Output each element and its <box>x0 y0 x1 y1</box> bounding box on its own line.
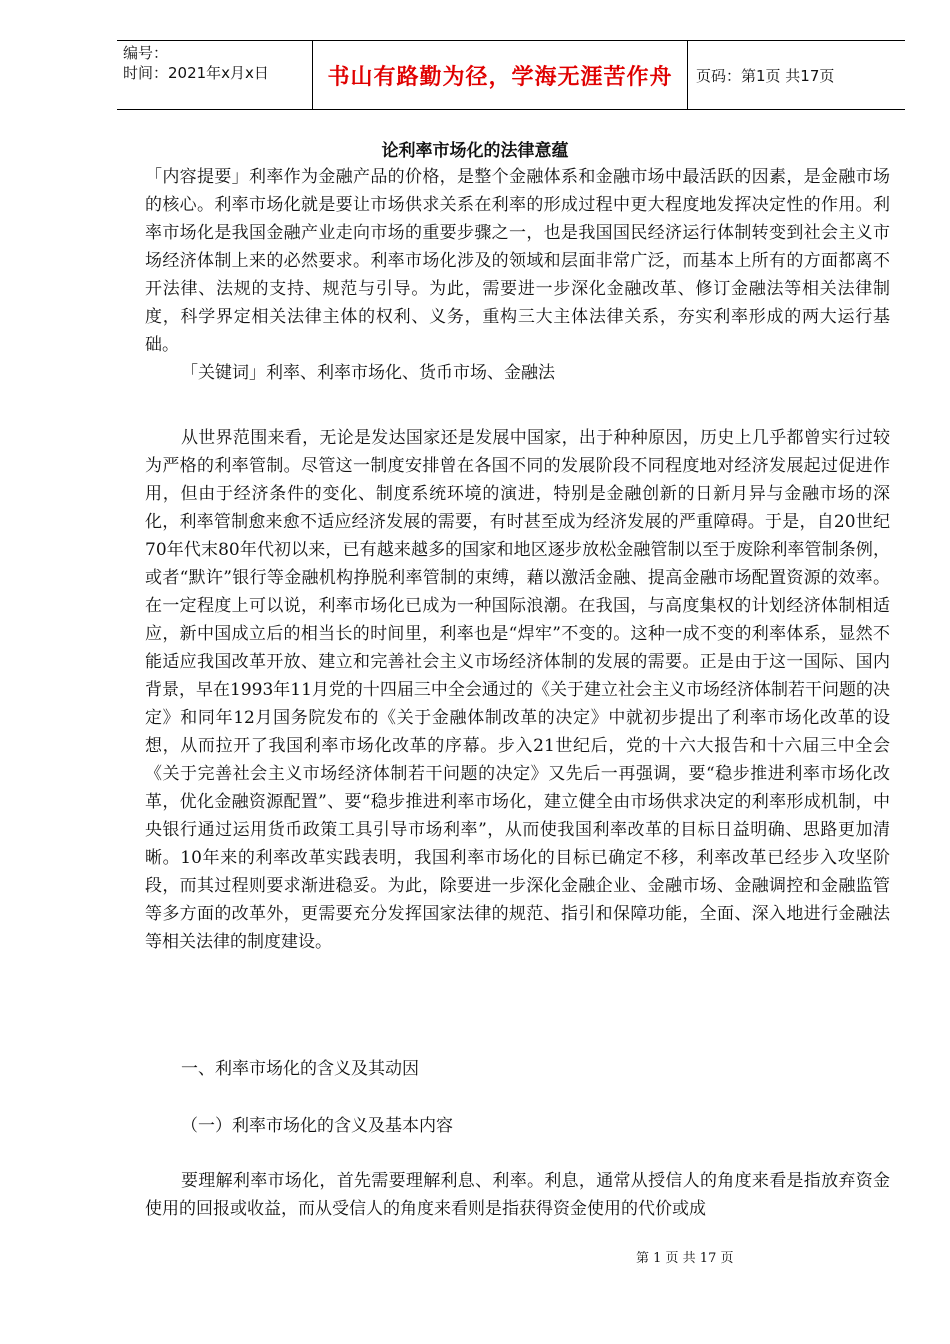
header-page-info: 页码：第1页 共17页 <box>696 66 835 85</box>
document-title: 论利率市场化的法律意蕴 <box>381 141 569 161</box>
page-footer: 第 1 页 共 17 页 <box>636 1251 734 1266</box>
closing-section <box>145 1167 890 1223</box>
number-label: 编号： <box>123 44 169 62</box>
page-header <box>117 40 905 110</box>
main-paragraph: 从世界范围来看，无论是发达国家还是发展中国家，出于种种原因，历史上几乎都曾实行过较为严格的利率管制。尽管这一制度安排曾在各国不同的发展阶段不同程度地对经济发展起过促进作用，但由于经济条件的变化、制度系统环境的演进，特别是金融创新的日新月异与金融市场的深化，利率管制愈来愈不适应经济发展的需要，有时甚至成为经济发展的严重障碍。于是，自20世纪70年代末80年代初以来，已有越来越多的国家和地区逐步放松金融管制以至于废除利率管制条例，或者“默许”银行等金融机构挣脱利率管制的束缚，藉以激活金融、提高金融市场配置资源的效率。在一定程度上可以说，利率市场化已成为一种国际浪潮。在我国，与高度集权的计划经济体制相适应，新中国成立后的相当长的时间里，利率也是“焊牢”不变的。这种一成不变的利率体系，显然不能适应我国改革开放、建立和完善社会主义市场经济体制的发展的需要。正是由于这一国际、国内背景，早在1993年11月党的十四届三中全会通过的《关于建立社会主义市场经济体制若干问题的决定》和同年12月国务院发布的《关于金融体制改革的决定》中就初步提出了利率市场化改革的设想，从而拉开了我国利率市场化改革的序幕。步入21世纪后，党的十六大报告和十六届三中全会《关于完善社会主义市场经济体制若干问题的决定》又先后一再强调，要“稳步推进利率市场化改革，优化金融资源配置”、要“稳步推进利率市场化，建立健全由市场供求决定的利率形成机制，中央银行通过运用货币政策工具引导市场利率”，从而使我国利率改革的目标日益明确、思路更加清晰。10年来的利率改革实践表明，我国利率市场化的目标已确定不移，利率改革已经步入攻坚阶段，而其过程则要求渐进稳妥。为此，除要进一步深化金融企业、金融市场、金融调控和金融监管等多方面的改革外，更需要充分发挥国家法律的规范、指引和保障功能，全面、深入地进行金融法等相关法律的制度建设。 <box>145 428 890 952</box>
subsection-heading: （一）利率市场化的含义及基本内容 <box>181 1116 453 1136</box>
section-heading: 一、利率市场化的含义及其动因 <box>181 1059 419 1079</box>
closing-paragraph: 要理解利率市场化，首先需要理解利息、利率。利息，通常从授信人的角度来看是指放弃资金使用的回报或收益，而从受信人的角度来看则是指获得资金使用的代价或成 <box>145 1171 890 1219</box>
time-label: 时间：2021年x月x日 <box>123 64 269 82</box>
header-motto: 书山有路勤为径，学海无涯苦作舟 <box>313 41 688 109</box>
abstract-section <box>145 163 890 387</box>
abstract-paragraph: 「内容提要」利率作为金融产品的价格，是整个金融体系和金融市场中最活跃的因素，是金融市场的核心。利率市场化就是要让市场供求关系在利率的形成过程中更大程度地发挥决定性的作用。利率市场化是我国金融产业走向市场的重要步骤之一，也是我国国民经济运行体制转变到社会主义市场经济体制上来的必然要求。利率市场化涉及的领域和层面非常广泛，而基本上所有的方面都离不开法律、法规的支持、规范与引导。为此，需要进一步深化金融改革、修订金融法等相关法律制度，科学界定相关法律主体的权利、义务，重构三大主体法律关系，夯实利率形成的两大运行基础。 <box>145 167 890 355</box>
header-meta <box>117 41 313 109</box>
keywords-paragraph: 「关键词」利率、利率市场化、货币市场、金融法 <box>181 363 555 383</box>
main-section <box>145 424 890 956</box>
